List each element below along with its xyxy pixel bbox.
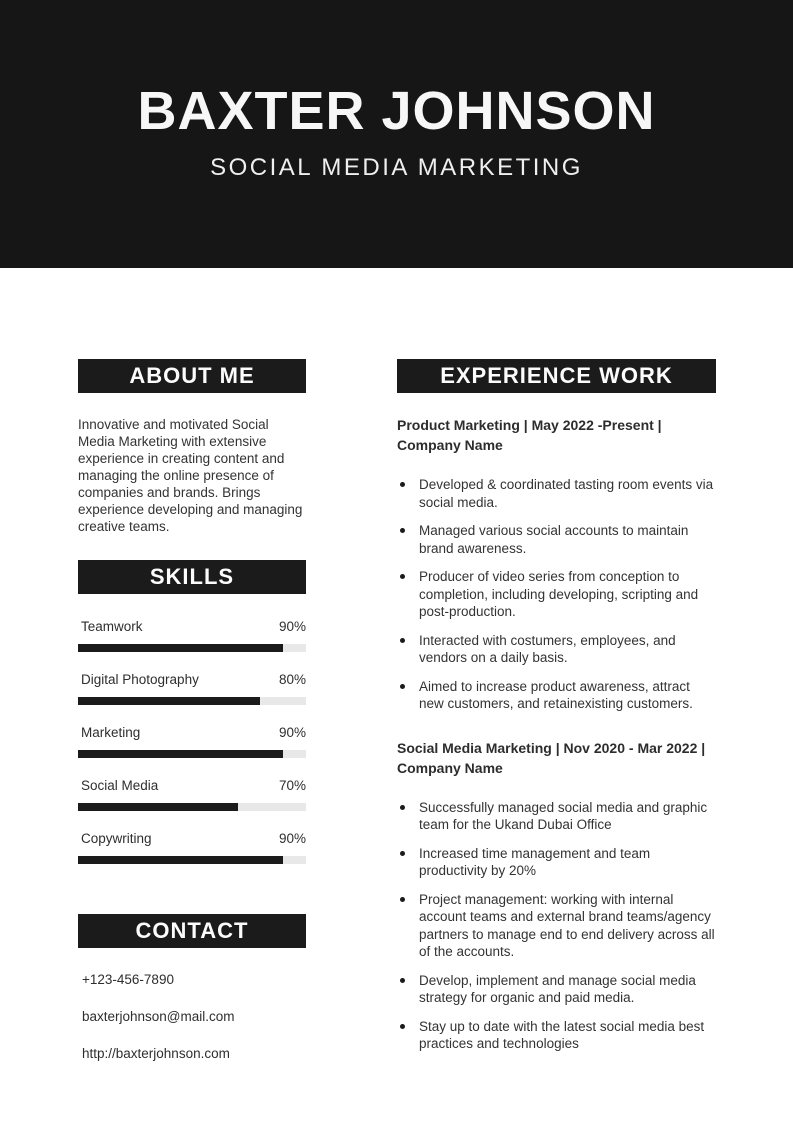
- skill-percent: 80%: [278, 672, 306, 687]
- skill-bar-fill: [78, 644, 283, 652]
- skill-label: Digital Photography: [81, 672, 199, 687]
- job-bullet: Project management: working with internal account teams and external brand teams/agency partners to manage end to end delivery across all of the accounts.: [397, 891, 716, 961]
- skill-bar-track: [78, 644, 306, 652]
- skill-row: [78, 778, 306, 831]
- person-job-title: SOCIAL MEDIA MARKETING: [210, 154, 583, 181]
- job-bullet-list: [397, 799, 716, 1053]
- right-column: [397, 359, 716, 1083]
- skill-bar-track: [78, 803, 306, 811]
- skill-label: Copywriting: [81, 831, 152, 846]
- job-bullet: Managed various social accounts to maintain brand awareness.: [397, 522, 716, 557]
- skill-bar-track: [78, 750, 306, 758]
- skills-list: [78, 619, 306, 884]
- skill-bar-fill: [78, 750, 283, 758]
- job-bullet: Successfully managed social media and graphic team for the Ukand Dubai Office: [397, 799, 716, 834]
- about-me-text: Innovative and motivated Social Media Marketing with extensive experience in creating content and managing the online presence of companies and brands. Brings experience developing and managing creative teams.: [78, 417, 303, 534]
- resume-body: [0, 268, 793, 1083]
- job-bullet: Developed & coordinated tasting room events via social media.: [397, 476, 716, 511]
- skill-bar-track: [78, 856, 306, 864]
- skill-percent: 90%: [278, 619, 306, 634]
- skill-bar-fill: [78, 803, 238, 811]
- skill-percent: 70%: [278, 778, 306, 793]
- job-bullet: Aimed to increase product awareness, attract new customers, and retainexisting customers.: [397, 678, 716, 713]
- person-name: BAXTER JOHNSON: [137, 81, 656, 141]
- contact-phone: +123-456-7890: [82, 972, 174, 987]
- contact-list: [78, 972, 306, 1062]
- job-bullet: Stay up to date with the latest social media best practices and technologies: [397, 1018, 716, 1053]
- skill-row: [78, 672, 306, 725]
- job-bullet: Interacted with costumers, employees, and vendors on a daily basis.: [397, 632, 716, 667]
- job-title: Product Marketing | May 2022 -Present | Company Name: [397, 417, 662, 453]
- skill-label: Teamwork: [81, 619, 143, 634]
- skill-bar-fill: [78, 856, 283, 864]
- skill-row: [78, 725, 306, 778]
- skill-row: [78, 619, 306, 672]
- about-me-heading: ABOUT ME: [78, 359, 306, 393]
- skill-percent: 90%: [278, 725, 306, 740]
- job-bullet-list: [397, 476, 716, 713]
- skill-bar-track: [78, 697, 306, 705]
- contact-website: http://baxterjohnson.com: [82, 1046, 230, 1061]
- skill-label: Marketing: [81, 725, 141, 740]
- job-bullet: Increased time management and team productivity by 20%: [397, 845, 716, 880]
- job-bullet: Producer of video series from conception to completion, including developing, scripting and post-production.: [397, 568, 716, 621]
- contact-heading: CONTACT: [78, 914, 306, 948]
- skills-heading: SKILLS: [78, 560, 306, 594]
- contact-email: baxterjohnson@mail.com: [82, 1009, 235, 1024]
- skill-label: Social Media: [81, 778, 159, 793]
- job-title: Social Media Marketing | Nov 2020 - Mar 2022 | Company Name: [397, 739, 706, 776]
- skill-bar-fill: [78, 697, 260, 705]
- left-column: [78, 359, 306, 1083]
- skill-percent: 90%: [278, 831, 306, 846]
- skill-row: [78, 831, 306, 884]
- job-bullet: Develop, implement and manage social media strategy for organic and paid media.: [397, 972, 716, 1007]
- experience-heading: EXPERIENCE WORK: [397, 359, 716, 393]
- resume-header: [0, 0, 793, 268]
